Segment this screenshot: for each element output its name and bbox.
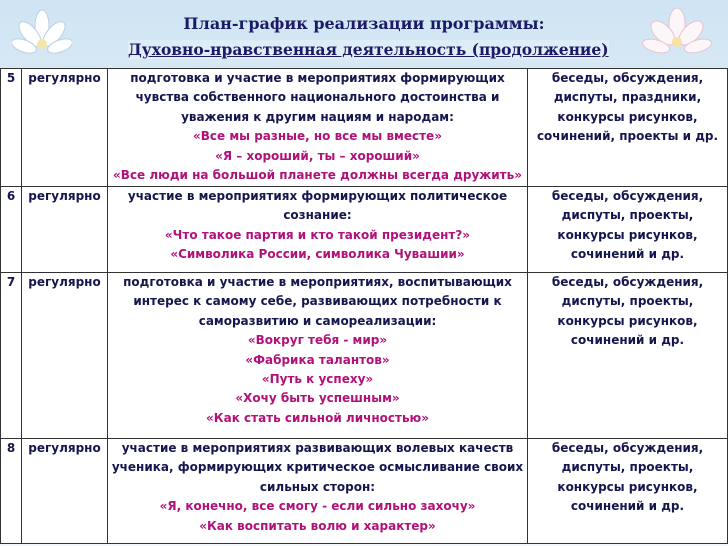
event-title: «Все люди на большой планете должны всегда дружить»	[113, 168, 522, 183]
row-frequency: регулярно	[22, 273, 108, 439]
row-forms: беседы, обсуждения, диспуты, проекты, конкурсы рисунков, сочинений и др.	[528, 187, 728, 273]
event-title: «Фабрика талантов»	[245, 352, 390, 367]
title-line-1: План-график реализации программы:	[183, 14, 545, 33]
row-activity-cell	[108, 439, 528, 544]
activity-description: подготовка и участие в мероприятиях формирующих чувства собственного национального достоинства и уважения к другим нациям и народам:	[130, 71, 505, 124]
row-frequency: регулярно	[22, 69, 108, 187]
event-title: «Вокруг тебя - мир»	[247, 333, 388, 348]
activity-description: подготовка и участие в мероприятиях, воспитывающих интерес к самому себе, развивающих потребности к саморазвитию и самореализации:	[123, 275, 512, 328]
event-title: «Я, конечно, все смогу - если сильно захочу»	[159, 499, 476, 514]
row-number: 6	[1, 187, 22, 273]
row-number: 7	[1, 273, 22, 439]
row-forms: беседы, обсуждения, диспуты, проекты, конкурсы рисунков, сочинений и др.	[528, 273, 728, 439]
table-row	[1, 69, 728, 187]
row-activity-cell	[108, 187, 528, 273]
event-title: «Все мы разные, но все мы вместе»	[193, 129, 442, 144]
row-forms: беседы, обсуждения, диспуты, проекты, конкурсы рисунков, сочинений и др.	[528, 439, 728, 544]
event-title: «Как стать сильной личностью»	[206, 410, 429, 425]
row-activity-cell	[108, 273, 528, 439]
row-activity-cell	[108, 69, 528, 187]
plan-table	[0, 68, 728, 544]
table-row	[1, 273, 728, 439]
event-title: «Как воспитать волю и характер»	[199, 518, 436, 533]
table-row	[1, 187, 728, 273]
row-frequency: регулярно	[22, 439, 108, 544]
event-title: «Путь к успеху»	[261, 372, 374, 387]
row-number: 8	[1, 439, 22, 544]
event-title: «Хочу быть успешным»	[235, 391, 400, 406]
row-forms: беседы, обсуждения, диспуты, праздники, конкурсы рисунков, сочинений, проекты и др.	[528, 69, 728, 187]
event-title: «Я – хороший, ты – хороший»	[215, 148, 420, 163]
title-line-2: Духовно-нравственная деятельность (продолжение)	[128, 40, 609, 59]
row-number: 5	[1, 69, 22, 187]
plan-table-body	[1, 69, 728, 544]
activity-description: участие в мероприятиях развивающих волевых качеств ученика, формирующих критическое осмысливание своих сильных сторон:	[111, 441, 524, 494]
table-row	[1, 439, 728, 544]
row-frequency: регулярно	[22, 187, 108, 273]
slide-title	[0, 0, 728, 68]
event-title: «Символика России, символика Чувашии»	[170, 247, 465, 262]
event-title: «Что такое партия и кто такой президент?»	[164, 227, 471, 242]
activity-description: участие в мероприятиях формирующих политическое сознание:	[127, 189, 508, 223]
